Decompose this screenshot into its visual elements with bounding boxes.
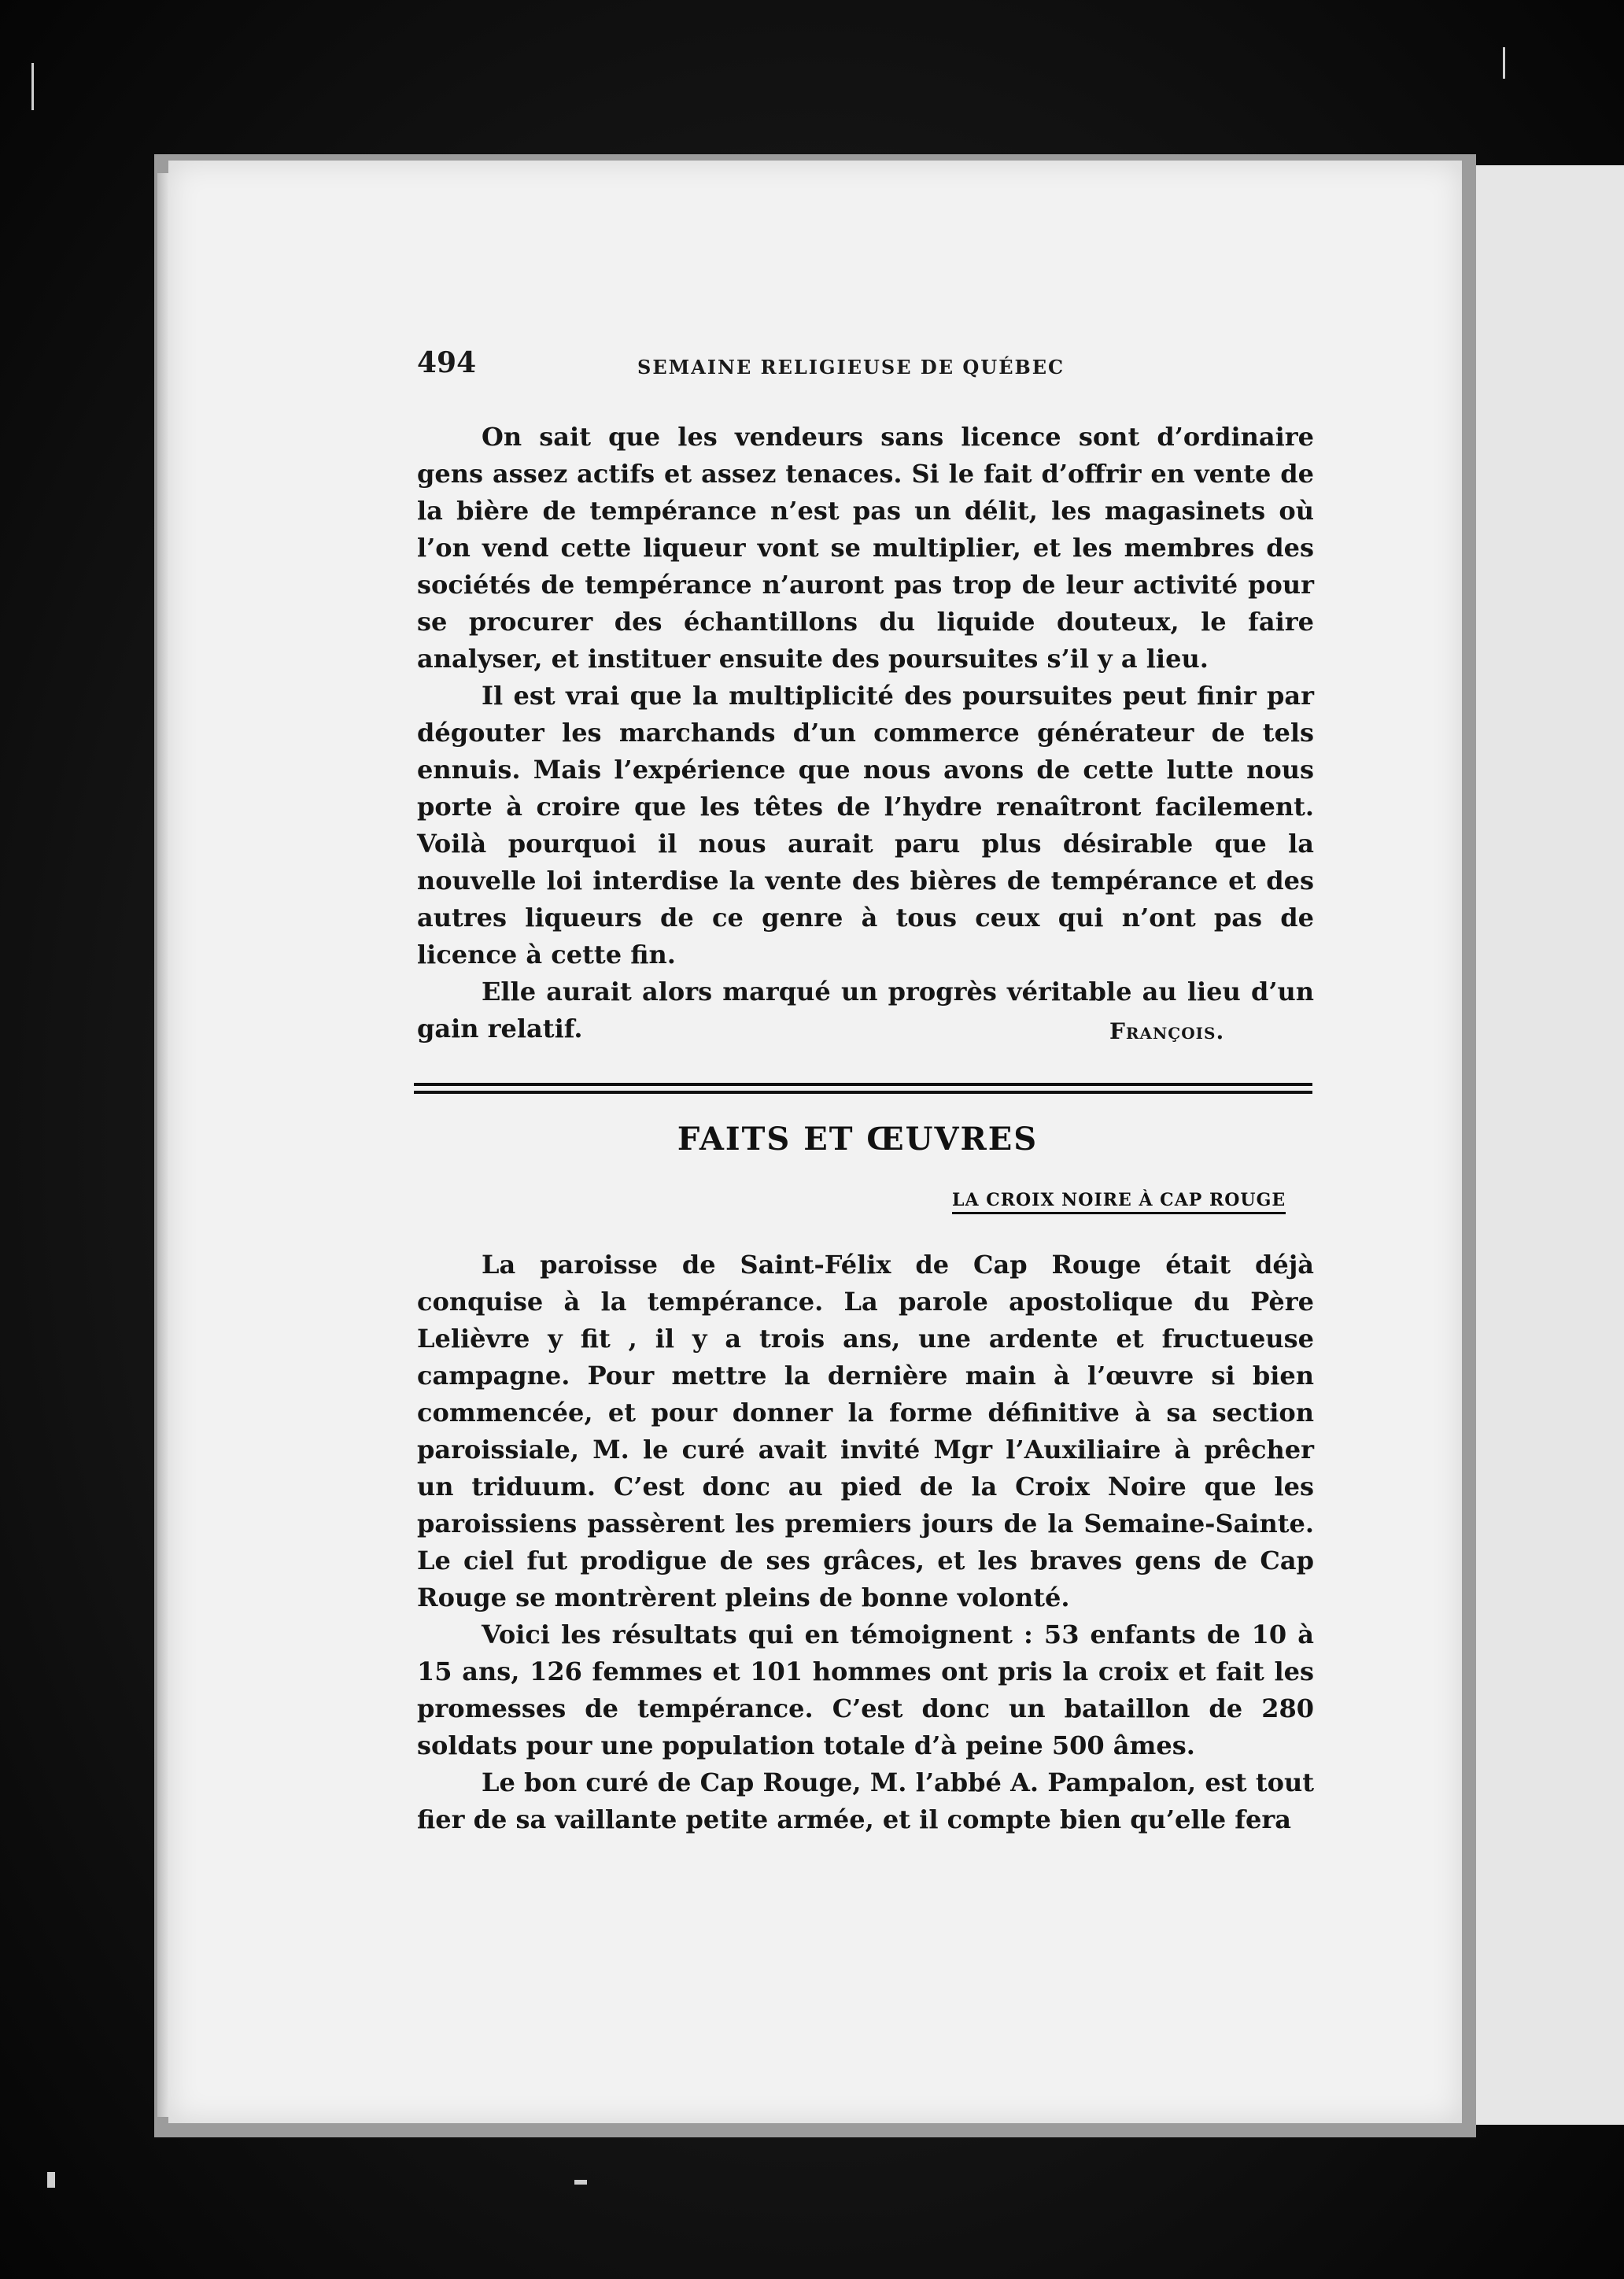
- page-number: 494: [417, 346, 477, 379]
- article-temperance-beer: [417, 419, 1314, 1047]
- article-croix-noire: [417, 1247, 1314, 1838]
- paragraph: Il est vrai que la multiplicité des poursuites peut finir par dégouter les marchands d’un commerce générateur de tels ennuis. Mais l’expérience que nous avons de cette lutte nous porte à croire que les têtes de l’hydre renaîtront facilement. Voilà pourquoi il nous aurait paru plus désirable que la nouvelle loi interdise la vente des bières de tempérance et des autres liqueurs de ce genre à tous ceux qui n’ont pas de licence à cette fin.: [417, 681, 1314, 970]
- paragraph: Elle aurait alors marqué un progrès véritable au lieu d’un gain relatif.: [417, 977, 1314, 1043]
- running-head: SEMAINE RELIGIEUSE DE QUÉBEC: [637, 356, 1065, 379]
- signature: François.: [1109, 1018, 1225, 1044]
- film-scratch: [47, 2172, 55, 2188]
- divider-rule-top: [414, 1083, 1312, 1086]
- film-scratch: [1503, 47, 1505, 79]
- section-subtitle: LA CROIX NOIRE À CAP ROUGE: [952, 1190, 1286, 1214]
- divider-rule-bottom: [414, 1091, 1312, 1094]
- paragraph: Voici les résultats qui en témoignent : 53 enfants de 10 à 15 ans, 126 femmes et 101 hommes ont pris la croix et fait les promesses de tempérance. C’est donc un bataillon de 280 soldats pour une population totale d’à peine 500 âmes.: [417, 1620, 1314, 1760]
- film-scratch: [31, 63, 34, 110]
- paragraph: Le bon curé de Cap Rouge, M. l’abbé A. Pampalon, est tout fier de sa vaillante petite armée, et il compte bien qu’elle fera: [417, 1767, 1314, 1834]
- film-scratch: [574, 2180, 587, 2185]
- paragraph: La paroisse de Saint-Félix de Cap Rouge était déjà conquise à la tempérance. La parole apostolique du Père Lelièvre y fit , il y a trois ans, une ardente et fructueuse campagne. Pour mettre la dernière main à l’œuvre si bien commencée, et pour donner la forme définitive à sa section paroissiale, M. le curé avait invité Mgr l’Auxiliaire à prêcher un triduum. C’est donc au pied de la Croix Noire que les paroissiens passèrent les premiers jours de la Semaine-Sainte. Le ciel fut prodigue de ses grâces, et les braves gens de Cap Rouge se montrèrent pleins de bonne volonté.: [417, 1250, 1314, 1612]
- paragraph: On sait que les vendeurs sans licence sont d’ordinaire gens assez actifs et assez tenaces. Si le fait d’offrir en vente de la bière de tempérance n’est pas un délit, les magasinets où l’on vend cette liqueur vont se multiplier, et les membres des sociétés de tempérance n’auront pas trop de leur activité pour se procurer des échantillons du liquide douteux, le faire analyser, et instituer ensuite des poursuites s’il y a lieu.: [417, 422, 1314, 674]
- section-title: FAITS ET ŒUVRES: [677, 1121, 1039, 1158]
- facing-page-edge: [1465, 165, 1624, 2125]
